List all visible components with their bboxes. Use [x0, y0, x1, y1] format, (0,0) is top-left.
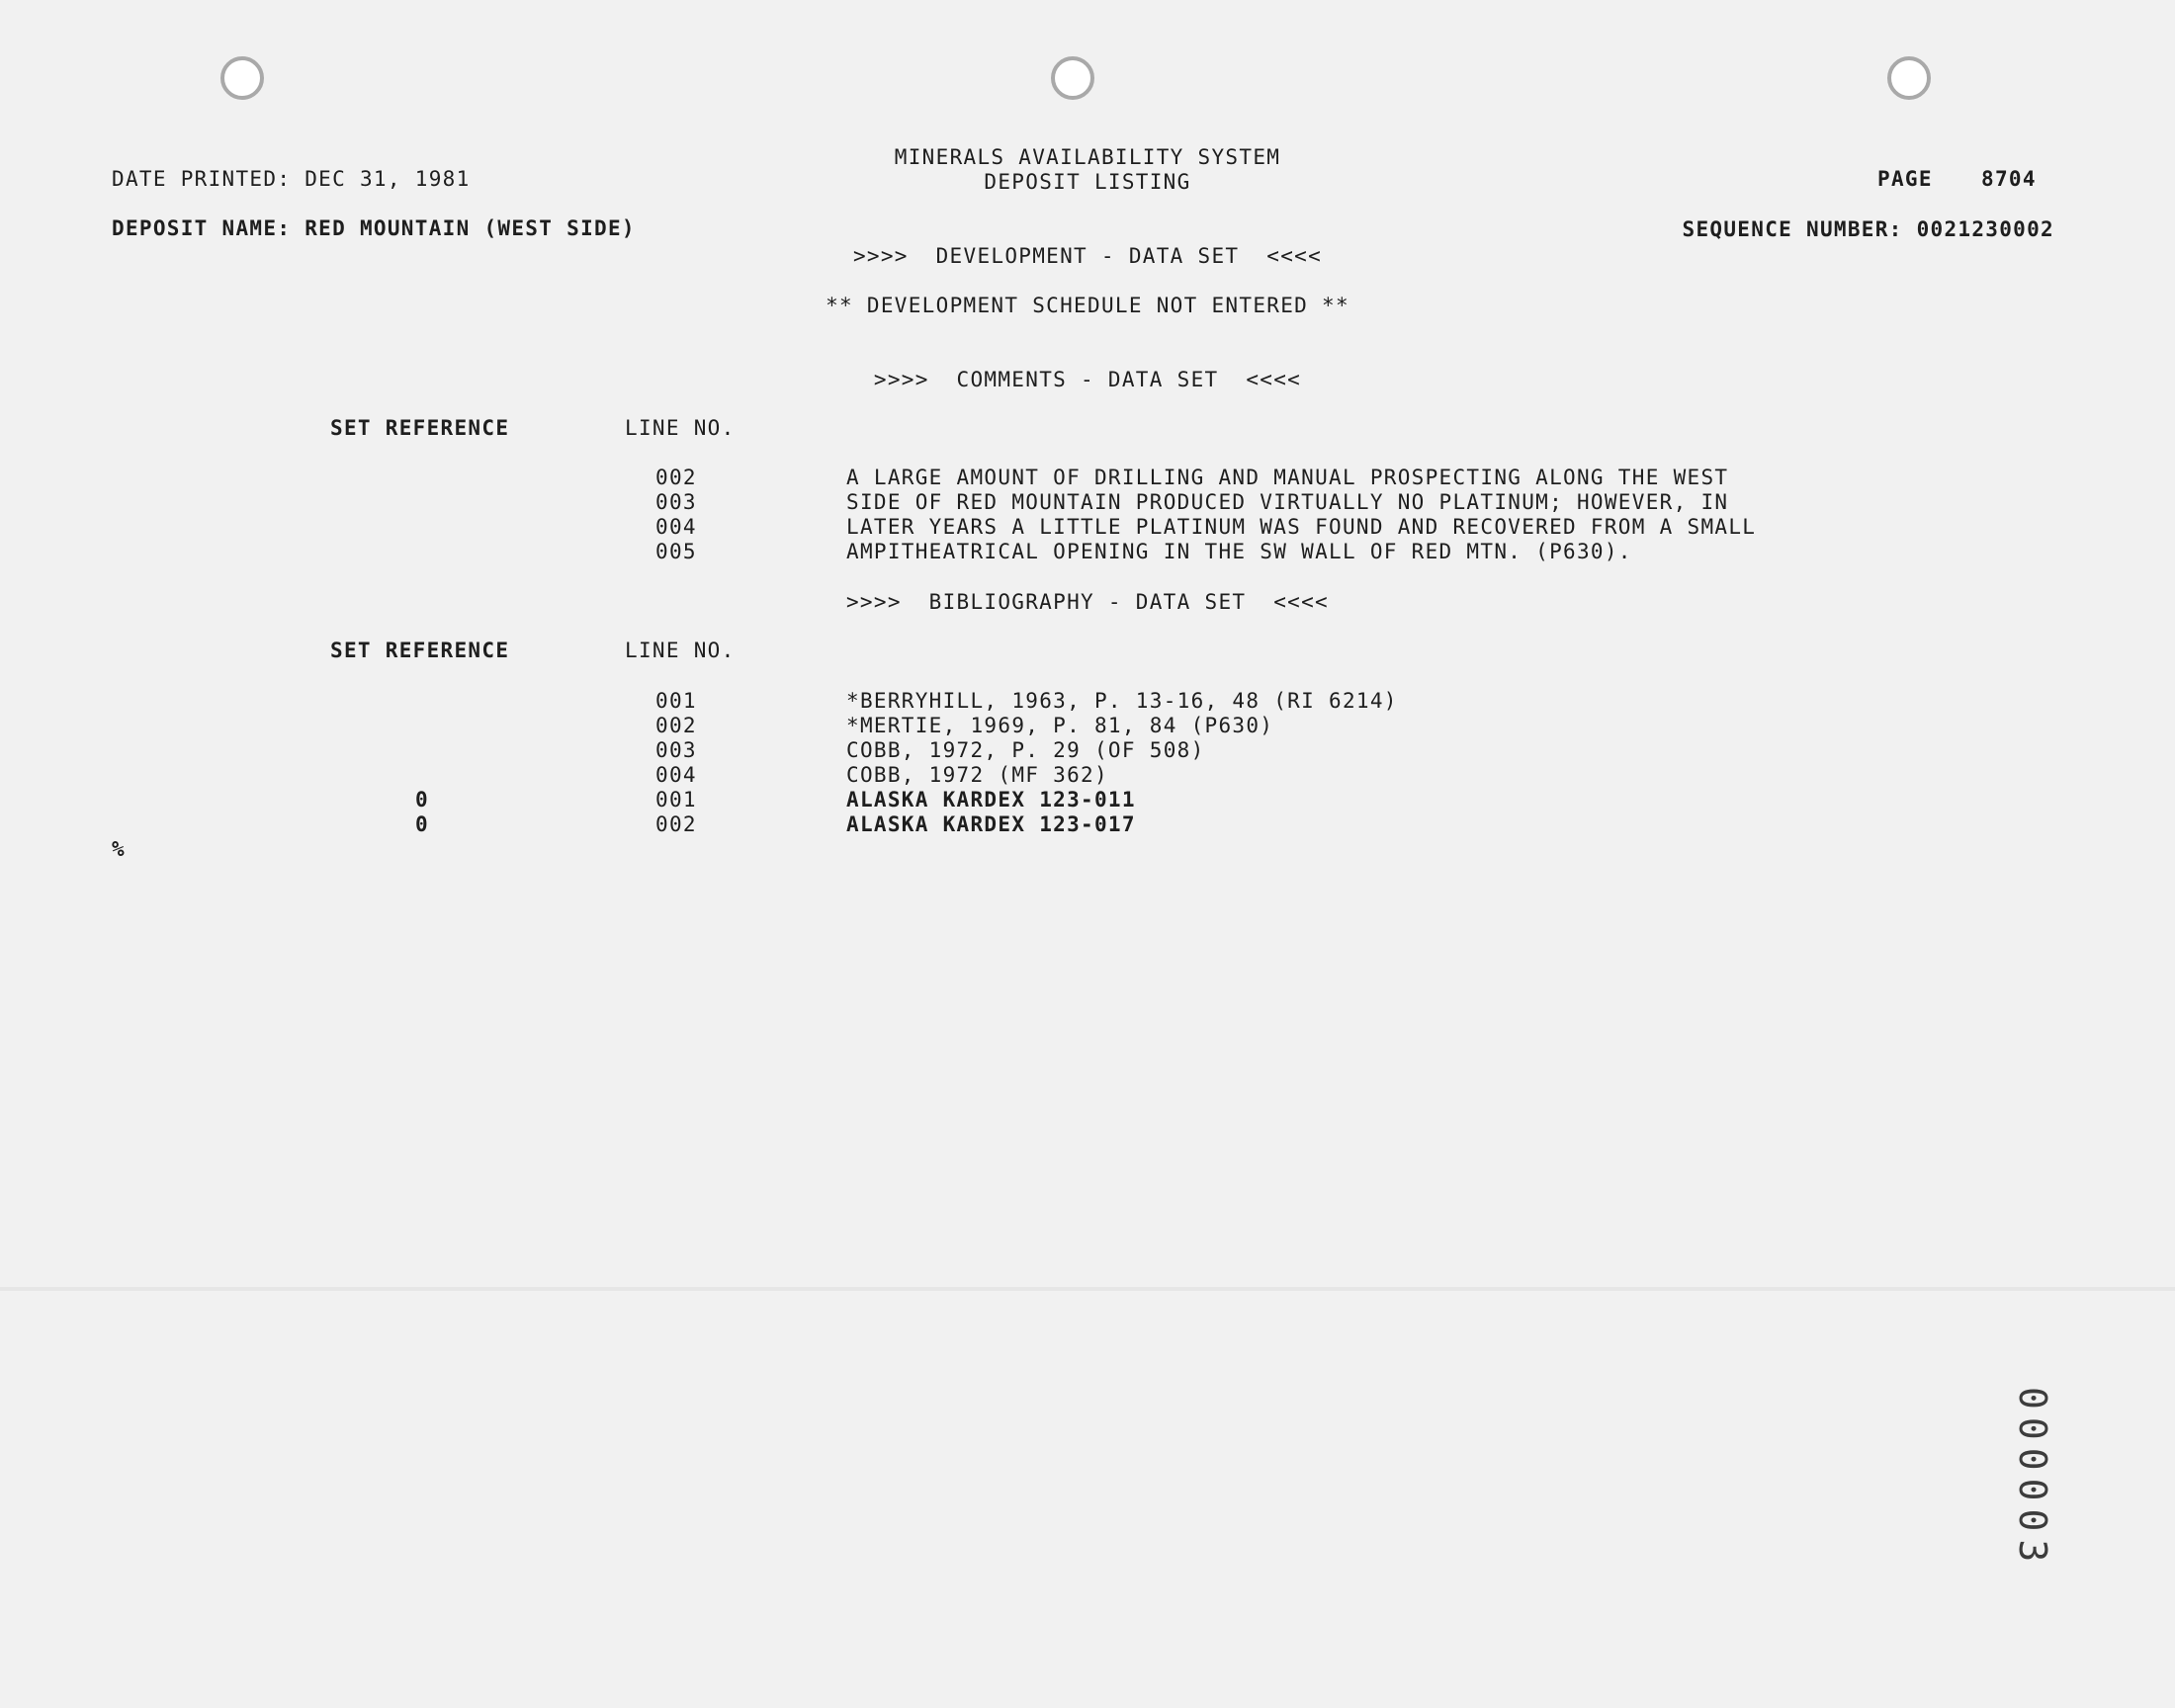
table-row-line: 003 [655, 490, 697, 514]
deposit-name: DEPOSIT NAME: RED MOUNTAIN (WEST SIDE) [112, 216, 636, 240]
date-printed: DATE PRINTED: DEC 31, 1981 [112, 167, 471, 191]
table-row-text: AMPITHEATRICAL OPENING IN THE SW WALL OF RED MTN. (P630). [846, 540, 1632, 563]
page-number: 8704 [1981, 167, 2037, 191]
bibliography-col-set-reference: SET REFERENCE [330, 639, 510, 662]
table-row-ref: 0 [415, 788, 429, 811]
table-row-text: COBB, 1972 (MF 362) [846, 763, 1108, 787]
table-row-text: ALASKA KARDEX 123-017 [846, 812, 1136, 836]
table-row-text: COBB, 1972, P. 29 (OF 508) [846, 738, 1205, 762]
punch-hole-center [1051, 56, 1094, 100]
table-row-line: 004 [655, 763, 697, 787]
development-notice: ** DEVELOPMENT SCHEDULE NOT ENTERED ** [826, 294, 1349, 317]
frame-stamp: 000003 [2011, 1387, 2054, 1571]
table-row-text: *BERRYHILL, 1963, P. 13-16, 48 (RI 6214) [846, 689, 1398, 713]
bibliography-heading: >>>> BIBLIOGRAPHY - DATA SET <<<< [845, 590, 1329, 614]
table-row-line: 005 [655, 540, 697, 563]
development-heading: >>>> DEVELOPMENT - DATA SET <<<< [852, 244, 1323, 268]
sequence-number: SEQUENCE NUMBER: 0021230002 [1682, 217, 2054, 241]
table-row-text: *MERTIE, 1969, P. 81, 84 (P630) [846, 714, 1274, 737]
bibliography-col-line-no: LINE NO. [625, 639, 736, 662]
comments-heading: >>>> COMMENTS - DATA SET <<<< [873, 368, 1302, 391]
table-row-ref: 0 [415, 812, 429, 836]
system-title: MINERALS AVAILABILITY SYSTEM [894, 145, 1281, 169]
table-row-line: 002 [655, 812, 697, 836]
comments-col-set-reference: SET REFERENCE [330, 416, 510, 440]
table-row-line: 002 [655, 714, 697, 737]
table-row-text: LATER YEARS A LITTLE PLATINUM WAS FOUND AND RECOVERED FROM A SMALL [846, 515, 1757, 539]
punch-hole-left [220, 56, 264, 100]
table-row-line: 003 [655, 738, 697, 762]
table-row-text: SIDE OF RED MOUNTAIN PRODUCED VIRTUALLY NO PLATINUM; HOWEVER, IN [846, 490, 1729, 514]
table-row-line: 001 [655, 689, 697, 713]
table-row-text: A LARGE AMOUNT OF DRILLING AND MANUAL PROSPECTING ALONG THE WEST [846, 466, 1729, 489]
table-row-line: 001 [655, 788, 697, 811]
page-fold-line [0, 1287, 2175, 1291]
end-marker: % [112, 837, 126, 861]
comments-col-line-no: LINE NO. [625, 416, 736, 440]
listing-title: DEPOSIT LISTING [984, 170, 1191, 194]
table-row-text: ALASKA KARDEX 123-011 [846, 788, 1136, 811]
page-label: PAGE [1877, 167, 1933, 191]
punch-hole-right [1887, 56, 1931, 100]
table-row-line: 004 [655, 515, 697, 539]
table-row-line: 002 [655, 466, 697, 489]
